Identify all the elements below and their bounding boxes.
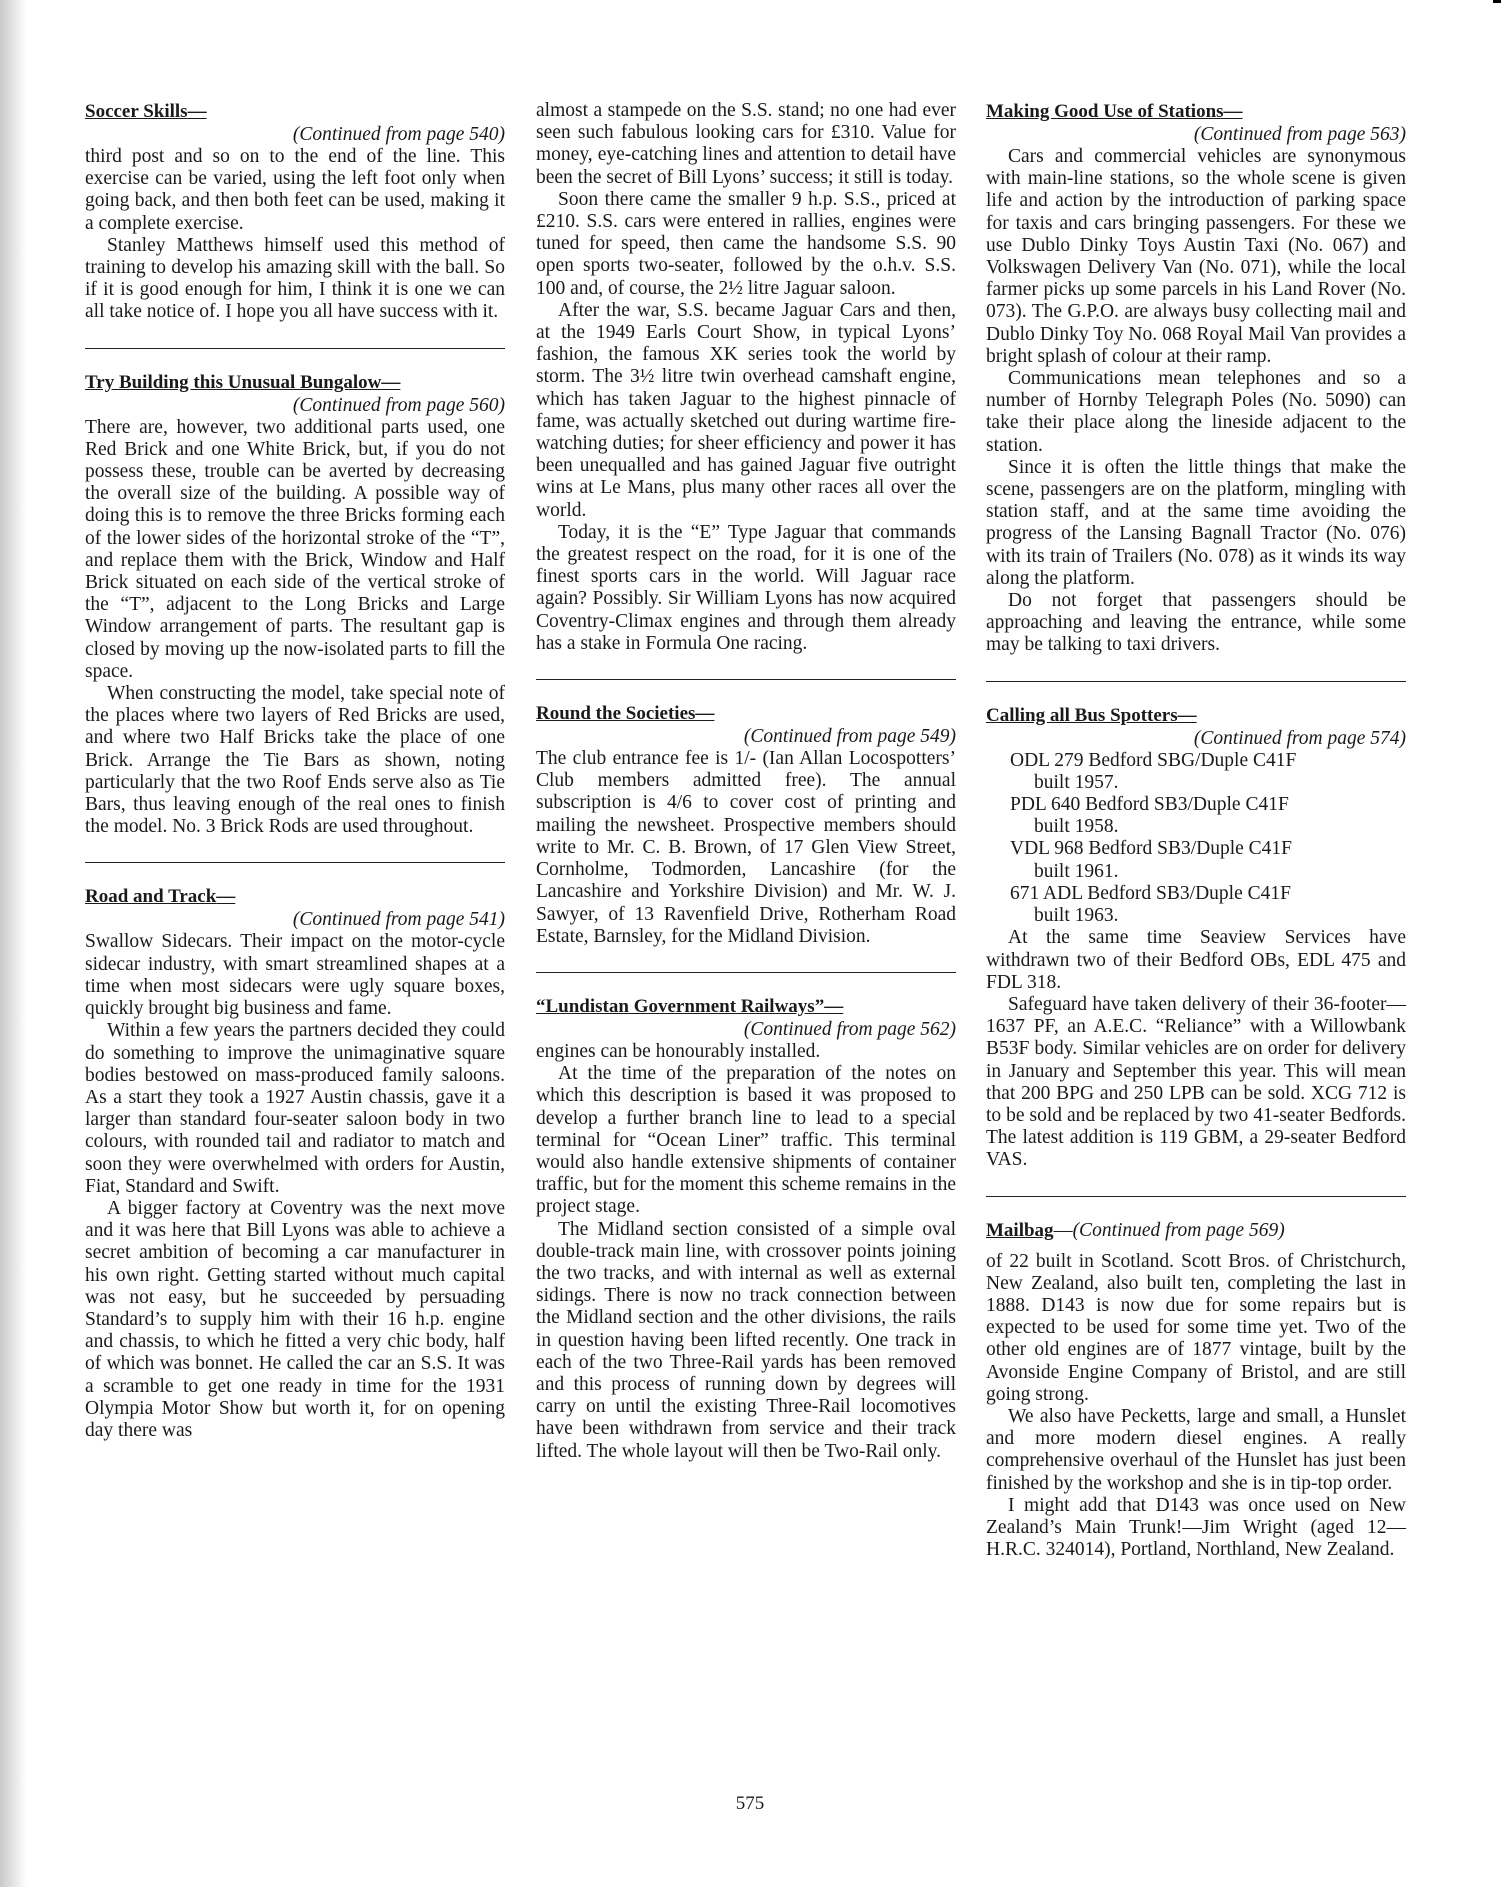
article-heading: Mailbag — [986, 1219, 1054, 1241]
article-bungalow — [85, 371, 505, 839]
binding-shadow — [0, 0, 26, 1887]
corner-mark — [1493, 0, 1501, 3]
bus-list-item: 671 ADL Bedford SB3/Duple C41F built 1963. — [1010, 882, 1291, 927]
paragraph: engines can be honourably installed. — [536, 1040, 821, 1062]
paragraph: I might add that D143 was once used on New Zealand’s Main Trunk!—Jim Wright (aged 12—H.R.C. 324014), Portland, Northland, New Zealand. — [986, 1494, 1406, 1561]
divider — [85, 348, 505, 349]
article-soccer-skills — [85, 100, 505, 324]
paragraph: Within a few years the partners decided they could do something to improve the unimaginative square bodies bestowed on mass-produced family saloons. As a start they took a 1927 Austin chassis, gave it a larger than standard four-seater saloon body in two colours, with rounded tail and radiator to match and soon they were overwhelmed with orders for Austin, Fiat, Standard and Swift. — [85, 1020, 505, 1197]
bus-list-item: VDL 968 Bedford SB3/Duple C41F built 1961. — [1010, 838, 1293, 882]
paragraph: After the war, S.S. became Jaguar Cars and then, at the 1949 Earls Court Show, in typical Lyons’ fashion, the famous XK series took the world by storm. The 3½ litre twin overhead camshaft engine, which has taken Jaguar to the highest pinnacle of fame, was actually sketched out during wartime fire-watching duties; for sheer efficiency and power it has been unequalled and has gained Jaguar five outright wins at Le Mans, plus many other races all over the world. — [536, 299, 956, 521]
paragraph: Since it is often the little things that make the scene, passengers are on the platform, mingling with station staff, and at the same time avoiding the progress of the Lansing Bagnall Tractor (No. 076) with its train of Trailers (No. 078) as it winds its way along the platform. — [986, 456, 1406, 589]
paragraph: Communications mean telephones and so a number of Hornby Telegraph Poles (No. 5090) can take their place along the lineside adjacent to the station. — [986, 368, 1406, 456]
column-3 — [986, 100, 1406, 1581]
article-heading: Making Good Use of Stations— — [986, 101, 1243, 122]
article-heading: Soccer Skills— — [85, 101, 207, 122]
continued-note: (Continued from page 560) — [292, 394, 505, 416]
paragraph: third post and so on to the end of the line. This exercise can be varied, using the left foot only when going back, and then both feet can be used, making it a complete exercise. — [85, 146, 505, 234]
paragraph: Cars and commercial vehicles are synonymous with main-line stations, so the whole scene is given life and action by the introduction of parking space for taxis and cars bringing passengers. For these we use Dublo Dinky Toys Austin Taxi (No. 067) and Volkswagen Delivery Van (No. 071), while the local farmer picks up some parcels in his Land Rover (No. 073). The G.P.O. are always busy collecting mail and Dublo Dinky Toy No. 068 Royal Mail Van provides a bright splash of colour at their ramp. — [986, 146, 1406, 367]
divider — [85, 862, 505, 863]
article-stations — [986, 100, 1406, 657]
bus-list-item: PDL 640 Bedford SB3/Duple C41F built 1958. — [1010, 794, 1289, 838]
paragraph: At the time of the preparation of the notes on which this description is based it was proposed to develop a further branch line to lead to a special terminal for “Ocean Liner” traffic. This terminal would also handle extensive shipments of container traffic, but for the moment this scheme remains in the project stage. — [536, 1063, 956, 1218]
article-heading: Road and Track— — [85, 886, 236, 908]
paragraph: We also have Pecketts, large and small, a Hunslet and more modern diesel engines. A really comprehensive overhaul of the Hunslet has just been finished by the workshop and she is in tip-top order. — [986, 1405, 1406, 1494]
article-bus-spotters — [986, 704, 1406, 1172]
paragraph: The Midland section consisted of a simple oval double-track main line, with crossover points joining the two tracks, and with internal as well as external sidings. There is now no track connection between the Midland section and the other divisions, the rails in question having been lifted recently. One track in each of the two Three-Rail yards has been removed and this process of running down by degrees will carry on until the existing Three-Rail locomotives have been withdrawn from service and their track lifted. The whole layout will then be Two-Rail only. — [536, 1218, 956, 1462]
divider — [986, 681, 1406, 682]
continued-note: (Continued from page 540) — [292, 124, 505, 145]
paragraph: Stanley Matthews himself used this method of training to develop his amazing skill with the ball. So if it is good enough for him, I think it is one we can all take notice of. I hope you all have success with it. — [85, 234, 505, 323]
paragraph: Swallow Sidecars. Their impact on the motor-cycle sidecar industry, with smart streamlined shapes at a time when most sidecars were ugly square boxes, quickly brought big business and fame. — [85, 931, 505, 1020]
continued-note: (Continued from page 569) — [1072, 1219, 1285, 1241]
continued-note: (Continued from page 549) — [743, 726, 956, 748]
paragraph: Soon there came the smaller 9 h.p. S.S., priced at £210. S.S. cars were entered in rallies, engines were tuned for speed, then came the handsome S.S. 90 open sports two-seater, followed by the o.h.v. S.S. 100 and, of course, the 2½ litre Jaguar saloon. — [536, 188, 956, 299]
article-heading: Calling all Bus Spotters— — [986, 704, 1197, 726]
paragraph: When constructing the model, take special note of the places where two layers of Red Bricks are used, and where two Half Bricks take the place of one Brick. Arrange the Tie Bars as shown, noting particularly that the two Roof Ends serve also as Tie Bars, thus leaving enough of the real ones to finish the model. No. 3 Brick Rods are used throughout. — [85, 683, 505, 838]
page-number: 575 — [735, 1793, 765, 1814]
paragraph: almost a stampede on the S.S. stand; no one had ever seen such fabulous looking cars for £310. Value for money, eye-catching lines and attention to detail have been the secret of Bill Lyons’ success; it still is today. — [536, 100, 956, 188]
divider — [536, 972, 956, 973]
continued-note: (Continued from page 563) — [1193, 124, 1406, 145]
article-mailbag — [986, 1219, 1406, 1562]
continued-note: (Continued from page 574) — [1193, 727, 1406, 749]
continued-note: (Continued from page 562) — [743, 1018, 956, 1040]
article-road-and-track — [85, 885, 505, 1442]
paragraph: There are, however, two additional parts used, one Red Brick and one White Brick, but, if you do not possess these, trouble can be averted by decreasing the overall size of the building. A possible way of doing this is to remove the three Bricks forming each of the lower sides of the horizontal stroke of the “T”, and replace them with the Brick, Window and Half Brick situated on each side of the vertical stroke of the “T”, adjacent to the Long Bricks and Large Window arrangement of parts. The resultant gap is closed by moving up the now-isolated parts to fill the space. — [85, 416, 505, 682]
mailbag-header: Mailbag—(Continued from page 569) — [986, 1219, 1285, 1241]
paragraph: The club entrance fee is 1/- (Ian Allan Locospotters’ Club members admitted free). The annual subscription is 4/6 to cover cost of printing and mailing the newsheet. Prospective members should write to Mr. C. B. Brown, of 17 Glen View Street, Cornholme, Todmorden, Lancashire (for the Lancashire and Yorkshire Division) and Mr. W. J. Sawyer, of 13 Ravenfield Drive, Rotherham Road Estate, Barnsley, for the Midland Division. — [536, 748, 956, 947]
continued-note: (Continued from page 541) — [292, 909, 505, 931]
column-2 — [536, 100, 956, 1483]
paragraph: At the same time Seaview Services have withdrawn two of their Bedford OBs, EDL 475 and FDL 318. — [986, 927, 1406, 993]
column-1 — [85, 100, 505, 1462]
divider — [536, 679, 956, 680]
paragraph: Today, it is the “E” Type Jaguar that commands the greatest respect on the road, for it is one of the finest sports cars in the world. Will Jaguar race again? Possibly. Sir William Lyons has now acquired Coventry-Climax engines and through them already has a stake in Formula One racing. — [536, 521, 956, 654]
article-heading: Round the Societies— — [536, 703, 715, 725]
article-road-and-track-continued — [536, 100, 956, 655]
article-heading: Try Building this Unusual Bungalow— — [85, 371, 401, 393]
paragraph: Do not forget that passengers should be approaching and leaving the entrance, while some may be talking to taxi drivers. — [986, 590, 1406, 656]
bus-list-item: ODL 279 Bedford SBG/Duple C41F built 1957. — [1010, 749, 1297, 793]
divider — [986, 1196, 1406, 1197]
paragraph: A bigger factory at Coventry was the next move and it was here that Bill Lyons was able to achieve a secret ambition of becoming a car manufacturer in his own right. Getting started without much capital was not easy, but he succeeded by persuading Standard’s to supply him with their 16 h.p. engine and chassis, to which he fitted a very chic body, half of which was bonnet. He called the car an S.S. It was a scramble to get one ready in time for the 1931 Olympia Motor Show but worth it, for on opening day there was — [85, 1197, 505, 1441]
article-lundistan-railways — [536, 995, 956, 1463]
paragraph: Safeguard have taken delivery of their 36-footer—1637 PF, an A.E.C. “Reliance” with a Willowbank B53F body. Similar vehicles are on order for delivery in January and September this year. This will mean that 200 BPG and 250 LPB can be sold. XCG 712 is to be sold and be replaced by two 41-seater Bedfords. The latest addition is 119 GBM, a 29-seater Bedford VAS. — [986, 993, 1406, 1171]
article-heading: “Lundistan Government Railways”— — [536, 995, 844, 1017]
article-round-the-societies — [536, 702, 956, 948]
paragraph: of 22 built in Scotland. Scott Bros. of Christchurch, New Zealand, also built ten, completing the last in 1888. D143 is now due for some repairs but is expected to be used for some time yet. Two of the other old engines are of 1877 vintage, built by the Avonside Engine Company of Bristol, and are still going strong. — [986, 1250, 1406, 1405]
